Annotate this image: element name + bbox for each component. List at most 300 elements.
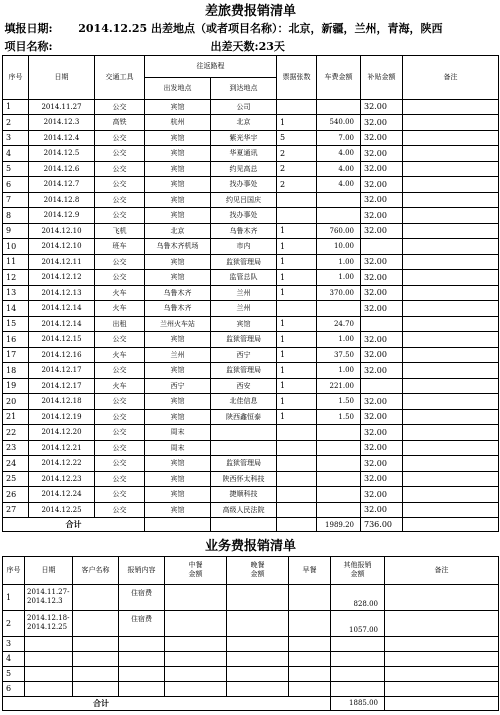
row-from: 乌鲁木齐机场	[145, 239, 211, 255]
row-fare	[317, 301, 361, 317]
row-allowance: 32.00	[361, 177, 403, 193]
row-allowance: 32.00	[361, 254, 403, 270]
row-to: 高级人民法院	[211, 502, 277, 518]
row-tickets	[277, 440, 317, 456]
table-row	[3, 146, 499, 162]
row-remark	[403, 177, 499, 193]
b-row-lunch	[165, 584, 227, 610]
expense-title: 差旅费报销清单	[205, 4, 297, 19]
table-row	[3, 425, 499, 441]
row-fare: 24.70	[317, 316, 361, 332]
row-to: 北京	[211, 115, 277, 131]
row-to: 西宁	[211, 347, 277, 363]
b-row-dinner	[227, 636, 289, 651]
row-seq: 11	[3, 254, 29, 270]
row-from: 宾馆	[145, 130, 211, 146]
row-fare: 1.50	[317, 394, 361, 410]
business-rows	[3, 584, 499, 696]
row-remark	[403, 487, 499, 503]
row-tickets: 1	[277, 239, 317, 255]
row-date: 2014.12.15	[29, 332, 95, 348]
b-header-other: 其他报销 金额	[331, 556, 385, 584]
row-from: 宾馆	[145, 99, 211, 115]
b-row-breakfast	[289, 636, 331, 651]
row-tickets	[277, 192, 317, 208]
row-from: 宾馆	[145, 177, 211, 193]
row-allowance: 32.00	[361, 161, 403, 177]
row-fare: 1.00	[317, 363, 361, 379]
row-date: 2014.12.11	[29, 254, 95, 270]
table-row	[3, 636, 499, 651]
b-row-client	[73, 666, 119, 681]
row-date: 2014.12.18	[29, 394, 95, 410]
row-seq: 22	[3, 425, 29, 441]
row-to: 约见吕国庆	[211, 192, 277, 208]
b-row-dinner	[227, 666, 289, 681]
b-row-lunch	[165, 651, 227, 666]
table-row	[3, 681, 499, 696]
row-from: 北京	[145, 223, 211, 239]
row-seq: 19	[3, 378, 29, 394]
row-transport: 火车	[95, 347, 145, 363]
row-from: 周末	[145, 425, 211, 441]
table-row	[3, 502, 499, 518]
row-transport: 公交	[95, 146, 145, 162]
row-seq: 10	[3, 239, 29, 255]
header-transport: 交通工具	[95, 55, 145, 99]
row-from: 宾馆	[145, 394, 211, 410]
row-from: 宾馆	[145, 471, 211, 487]
row-from: 宾馆	[145, 456, 211, 472]
row-from: 兰州	[145, 347, 211, 363]
b-row-content: 住宿费	[119, 610, 165, 636]
row-to: 监狱管理局	[211, 254, 277, 270]
b-row-remark	[385, 610, 499, 636]
row-from: 宾馆	[145, 161, 211, 177]
row-remark	[403, 502, 499, 518]
row-remark	[403, 347, 499, 363]
b-row-remark	[385, 651, 499, 666]
row-tickets: 5	[277, 130, 317, 146]
row-tickets: 1	[277, 285, 317, 301]
header-remark: 备注	[403, 55, 499, 99]
table-row	[3, 440, 499, 456]
b-row-content	[119, 681, 165, 696]
row-tickets: 1	[277, 332, 317, 348]
header-seq: 序号	[3, 55, 29, 99]
row-date: 2014.12.6	[29, 161, 95, 177]
table-row	[3, 177, 499, 193]
row-allowance: 32.00	[361, 115, 403, 131]
row-seq: 4	[3, 146, 29, 162]
row-from: 宾馆	[145, 254, 211, 270]
b-row-date	[25, 636, 73, 651]
row-remark	[403, 363, 499, 379]
row-seq: 20	[3, 394, 29, 410]
business-expense-table	[2, 534, 499, 711]
table-row	[3, 651, 499, 666]
b-row-dinner	[227, 584, 289, 610]
row-seq: 17	[3, 347, 29, 363]
row-tickets: 2	[277, 177, 317, 193]
row-to: 找办事处	[211, 177, 277, 193]
row-tickets	[277, 208, 317, 224]
row-seq: 15	[3, 316, 29, 332]
location-label: 出差地点（或者项目名称）：	[150, 22, 289, 35]
table-row	[3, 471, 499, 487]
row-transport: 公交	[95, 440, 145, 456]
b-header-date: 日期	[25, 556, 73, 584]
row-allowance: 32.00	[361, 347, 403, 363]
row-tickets	[277, 502, 317, 518]
row-seq: 23	[3, 440, 29, 456]
b-row-remark	[385, 636, 499, 651]
table-row	[3, 254, 499, 270]
row-fare	[317, 99, 361, 115]
row-seq: 9	[3, 223, 29, 239]
row-to: 捷顺科技	[211, 487, 277, 503]
b-row-seq: 4	[3, 651, 25, 666]
row-from: 宾馆	[145, 332, 211, 348]
row-transport: 公交	[95, 394, 145, 410]
row-tickets: 1	[277, 363, 317, 379]
row-remark	[403, 332, 499, 348]
table-row	[3, 239, 499, 255]
row-remark	[403, 239, 499, 255]
row-date: 2014.12.8	[29, 192, 95, 208]
row-allowance: 32.00	[361, 99, 403, 115]
row-date: 2014.12.12	[29, 270, 95, 286]
row-allowance: 32.00	[361, 192, 403, 208]
row-remark	[403, 378, 499, 394]
row-to: 乌鲁木齐	[211, 223, 277, 239]
row-tickets	[277, 456, 317, 472]
row-fare	[317, 425, 361, 441]
row-to: 华夏通讯	[211, 146, 277, 162]
row-to: 监狱管理局	[211, 363, 277, 379]
row-seq: 1	[3, 99, 29, 115]
row-to: 紫光华宇	[211, 130, 277, 146]
row-remark	[403, 254, 499, 270]
row-remark	[403, 409, 499, 425]
locations: 北京，新疆，兰州，青海，陕西	[288, 22, 443, 35]
b-row-breakfast	[289, 666, 331, 681]
row-remark	[403, 425, 499, 441]
row-remark	[403, 440, 499, 456]
row-date: 2014.11.27	[29, 99, 95, 115]
row-remark	[403, 471, 499, 487]
row-fare: 1.50	[317, 409, 361, 425]
row-fare: 1.00	[317, 332, 361, 348]
row-fare: 4.00	[317, 177, 361, 193]
row-to: 约见高总	[211, 161, 277, 177]
row-to: 监管总队	[211, 270, 277, 286]
row-allowance: 32.00	[361, 456, 403, 472]
b-row-lunch	[165, 681, 227, 696]
row-from: 乌鲁木齐	[145, 301, 211, 317]
days-value: 23天	[258, 39, 285, 53]
row-date: 2014.12.7	[29, 177, 95, 193]
row-to: 市内	[211, 239, 277, 255]
business-total-label: 合计	[3, 696, 331, 710]
row-fare: 4.00	[317, 146, 361, 162]
row-allowance: 32.00	[361, 363, 403, 379]
b-row-breakfast	[289, 584, 331, 610]
row-transport: 火车	[95, 285, 145, 301]
b-row-seq: 3	[3, 636, 25, 651]
row-from: 西宁	[145, 378, 211, 394]
row-from: 周末	[145, 440, 211, 456]
table-row	[3, 223, 499, 239]
business-total-row	[3, 696, 499, 710]
row-transport: 公交	[95, 161, 145, 177]
table-row	[3, 301, 499, 317]
row-transport: 公交	[95, 502, 145, 518]
table-row	[3, 99, 499, 115]
b-row-client	[73, 610, 119, 636]
row-transport: 公交	[95, 208, 145, 224]
row-seq: 13	[3, 285, 29, 301]
table-row	[3, 363, 499, 379]
b-row-client	[73, 681, 119, 696]
row-fare: 370.00	[317, 285, 361, 301]
business-title: 业务费报销清单	[205, 539, 297, 555]
row-fare	[317, 487, 361, 503]
row-to: 兰州	[211, 285, 277, 301]
row-date: 2014.12.5	[29, 146, 95, 162]
row-transport: 火车	[95, 301, 145, 317]
project-label: 项目名称:	[4, 39, 53, 53]
b-row-seq: 6	[3, 681, 25, 696]
b-row-breakfast	[289, 651, 331, 666]
header-tickets: 票据张数	[277, 55, 317, 99]
row-allowance: 32.00	[361, 301, 403, 317]
b-row-content	[119, 651, 165, 666]
row-transport: 公交	[95, 254, 145, 270]
row-allowance: 32.00	[361, 223, 403, 239]
expense-total-label: 合计	[3, 518, 145, 532]
row-date: 2014.12.14	[29, 316, 95, 332]
row-date: 2014.12.25	[29, 502, 95, 518]
header-allowance: 补贴金额	[361, 55, 403, 99]
row-seq: 5	[3, 161, 29, 177]
row-remark	[403, 316, 499, 332]
table-row	[3, 409, 499, 425]
b-row-remark	[385, 666, 499, 681]
row-remark	[403, 285, 499, 301]
row-transport: 公交	[95, 192, 145, 208]
row-allowance: 32.00	[361, 487, 403, 503]
row-date: 2014.12.19	[29, 409, 95, 425]
row-date: 2014.12.3	[29, 115, 95, 131]
row-transport: 公交	[95, 332, 145, 348]
header-fare: 车费金额	[317, 55, 361, 99]
row-tickets: 1	[277, 270, 317, 286]
row-to: 陕西怀太科技	[211, 471, 277, 487]
b-row-client	[73, 651, 119, 666]
table-row	[3, 584, 499, 610]
row-date: 2014.12.17	[29, 363, 95, 379]
row-date: 2014.12.16	[29, 347, 95, 363]
row-fare	[317, 471, 361, 487]
b-row-lunch	[165, 636, 227, 651]
b-row-other	[331, 651, 385, 666]
b-row-date: 2014.11.27- 2014.12.3	[25, 584, 73, 610]
row-allowance: 32.00	[361, 332, 403, 348]
b-header-seq: 序号	[3, 556, 25, 584]
row-from: 乌鲁木齐	[145, 285, 211, 301]
row-date: 2014.12.17	[29, 378, 95, 394]
row-to: 兰州	[211, 301, 277, 317]
row-remark	[403, 161, 499, 177]
row-remark	[403, 270, 499, 286]
row-tickets: 1	[277, 316, 317, 332]
fill-date: 2014.12.25	[78, 22, 148, 35]
header-route: 往返路程	[145, 55, 277, 77]
row-from: 宾馆	[145, 502, 211, 518]
row-transport: 公交	[95, 130, 145, 146]
row-to: 宾馆	[211, 316, 277, 332]
table-row	[3, 394, 499, 410]
table-row	[3, 316, 499, 332]
days-info	[211, 37, 499, 55]
row-fare: 4.00	[317, 161, 361, 177]
row-allowance: 32.00	[361, 285, 403, 301]
b-header-remark: 备注	[385, 556, 499, 584]
row-transport: 公交	[95, 409, 145, 425]
row-date: 2014.12.23	[29, 471, 95, 487]
row-seq: 21	[3, 409, 29, 425]
row-seq: 14	[3, 301, 29, 317]
row-seq: 8	[3, 208, 29, 224]
fill-date-label: 填报日期:	[4, 22, 53, 35]
row-seq: 16	[3, 332, 29, 348]
row-remark	[403, 223, 499, 239]
row-to	[211, 440, 277, 456]
table-row	[3, 208, 499, 224]
row-date: 2014.12.9	[29, 208, 95, 224]
row-tickets: 2	[277, 161, 317, 177]
row-fare	[317, 502, 361, 518]
row-fare: 760.00	[317, 223, 361, 239]
b-header-client: 客户名称	[73, 556, 119, 584]
b-row-other	[331, 636, 385, 651]
row-fare: 221.00	[317, 378, 361, 394]
row-allowance: 32.00	[361, 471, 403, 487]
table-row	[3, 115, 499, 131]
row-from: 杭州	[145, 115, 211, 131]
b-row-lunch	[165, 610, 227, 636]
row-date: 2014.12.20	[29, 425, 95, 441]
row-transport: 火车	[95, 378, 145, 394]
row-seq: 12	[3, 270, 29, 286]
row-seq: 25	[3, 471, 29, 487]
row-seq: 2	[3, 115, 29, 131]
expense-rows	[3, 99, 499, 518]
row-from: 兰州火车站	[145, 316, 211, 332]
b-row-date	[25, 666, 73, 681]
b-row-breakfast	[289, 681, 331, 696]
travel-expense-table	[2, 0, 499, 532]
row-tickets	[277, 425, 317, 441]
row-allowance	[361, 239, 403, 255]
row-transport: 班车	[95, 239, 145, 255]
row-seq: 26	[3, 487, 29, 503]
row-transport: 高铁	[95, 115, 145, 131]
row-date: 2014.12.13	[29, 285, 95, 301]
row-date: 2014.12.24	[29, 487, 95, 503]
row-tickets	[277, 471, 317, 487]
row-fare: 7.00	[317, 130, 361, 146]
b-row-other: 1057.00	[331, 610, 385, 636]
row-tickets: 1	[277, 394, 317, 410]
b-row-seq: 1	[3, 584, 25, 610]
b-row-remark	[385, 584, 499, 610]
row-allowance: 32.00	[361, 440, 403, 456]
row-tickets: 1	[277, 378, 317, 394]
row-seq: 27	[3, 502, 29, 518]
row-transport: 公交	[95, 471, 145, 487]
row-fare	[317, 208, 361, 224]
row-seq: 18	[3, 363, 29, 379]
row-remark	[403, 192, 499, 208]
row-tickets: 1	[277, 223, 317, 239]
b-row-content	[119, 666, 165, 681]
row-date: 2014.12.22	[29, 456, 95, 472]
row-to: 找办事处	[211, 208, 277, 224]
row-transport: 公交	[95, 177, 145, 193]
row-fare	[317, 440, 361, 456]
b-header-lunch: 中餐 金额	[165, 556, 227, 584]
row-fare: 540.00	[317, 115, 361, 131]
days-label: 出差天数:	[210, 39, 259, 53]
row-to: 监狱管理局	[211, 332, 277, 348]
row-allowance: 32.00	[361, 130, 403, 146]
b-row-content: 住宿费	[119, 584, 165, 610]
b-row-lunch	[165, 666, 227, 681]
row-to: 北佳信息	[211, 394, 277, 410]
b-row-breakfast	[289, 610, 331, 636]
row-from: 宾馆	[145, 270, 211, 286]
row-tickets: 1	[277, 115, 317, 131]
row-allowance: 32.00	[361, 208, 403, 224]
b-row-date: 2014.12.18- 2014.12.25	[25, 610, 73, 636]
row-from: 宾馆	[145, 146, 211, 162]
table-row	[3, 161, 499, 177]
row-transport: 公交	[95, 270, 145, 286]
row-to: 陕西鑫恒泰	[211, 409, 277, 425]
table-row	[3, 666, 499, 681]
row-date: 2014.12.14	[29, 301, 95, 317]
table-row	[3, 285, 499, 301]
b-row-other: 828.00	[331, 584, 385, 610]
row-tickets	[277, 99, 317, 115]
table-row	[3, 347, 499, 363]
header-date: 日期	[29, 55, 95, 99]
b-row-content	[119, 636, 165, 651]
row-transport: 公交	[95, 363, 145, 379]
row-transport: 出租	[95, 316, 145, 332]
row-fare: 1.00	[317, 270, 361, 286]
row-tickets	[277, 487, 317, 503]
row-fare: 10.00	[317, 239, 361, 255]
row-from: 宾馆	[145, 409, 211, 425]
row-to: 公司	[211, 99, 277, 115]
row-date: 2014.12.10	[29, 223, 95, 239]
row-to	[211, 425, 277, 441]
row-allowance: 32.00	[361, 270, 403, 286]
row-allowance: 32.00	[361, 425, 403, 441]
